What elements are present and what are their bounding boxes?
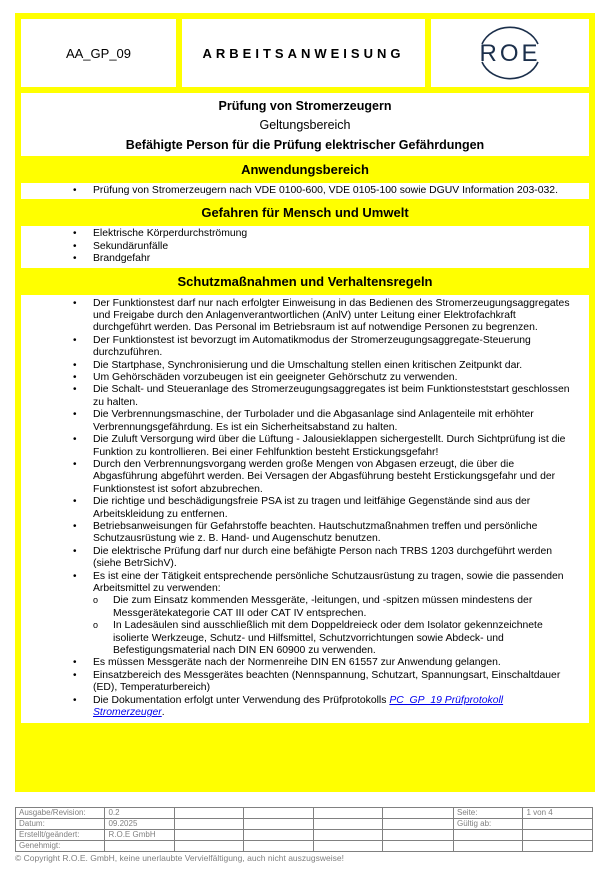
link-suffix: . bbox=[161, 707, 165, 719]
list-item: • Die Zuluft Versorgung wird über die Lüftung - Jalousieklappen sichergestellt. Durch Sichtprüfung ist die Funktion zu kontrollieren. Bei einer Fehlfunktion besteht Erstickungsgefahr! bbox=[93, 434, 575, 459]
svg-text:ROE: ROE bbox=[479, 40, 541, 67]
document-title: Prüfung von Stromerzeugern bbox=[218, 99, 392, 113]
row-right-value bbox=[523, 841, 593, 852]
row-right-value: 1 von 4 bbox=[523, 808, 593, 819]
row-value: 09.2025 bbox=[105, 819, 174, 830]
list-item: • Die Schalt- und Steueranlage des Stromerzeugungsaggregates ist beim Funktionsteststart geschlossen zu halten. bbox=[93, 384, 575, 409]
list-item-text: Es ist eine der Tätigkeit entsprechende persönliche Schutzausrüstung zu tragen, sowie die passenden Arbeitsmittel zu verwenden: bbox=[93, 570, 564, 594]
row-value: R.O.E GmbH bbox=[105, 830, 174, 841]
list-item: • Die Startphase, Synchronisierung und die Umschaltung stellen einen kritischen Zeitpunkt dar. bbox=[93, 360, 575, 372]
table-row bbox=[16, 830, 593, 841]
section-heading-schutzmassnahmen: Schutzmaßnahmen und Verhaltensregeln bbox=[177, 273, 433, 289]
sub-list bbox=[93, 595, 575, 657]
row-right-label bbox=[454, 841, 523, 852]
copyright-notice: © Copyright R.O.E. GmbH, keine unerlaubte Vervielfältigung, auch nicht auszugsweise! bbox=[15, 853, 344, 863]
list-item-documentation bbox=[93, 695, 575, 720]
list-item: • Einsatzbereich des Messgerätes beachten (Nennspannung, Schutzart, Spannungsart, Einschaltdauer (ED), Temperaturbereich) bbox=[93, 670, 575, 695]
row-right-label: Gültig ab: bbox=[454, 819, 523, 830]
row-right-label bbox=[454, 830, 523, 841]
list-item: • Die Verbrennungsmaschine, der Turbolader und die Abgasanlage sind Anlagenteile mit erhöhter Verbrennungsgefährdung. Es ist ein Sicherheitsabstand zu halten. bbox=[93, 409, 575, 434]
list-item: • Der Funktionstest ist bevorzugt im Automatikmodus der Stromerzeugungsaggregate-Steuerung durchzuführen. bbox=[93, 335, 575, 360]
table-row bbox=[16, 808, 593, 819]
roe-logo bbox=[431, 19, 589, 87]
list-item: • Um Gehörschäden vorzubeugen ist ein geeigneter Gehörschutz zu verwenden. bbox=[93, 372, 575, 384]
document-type: ARBEITSANWEISUNG bbox=[182, 19, 425, 87]
row-right-value bbox=[523, 830, 593, 841]
list-item: • Die elektrische Prüfung darf nur durch eine befähigte Person nach TRBS 1203 durchgeführt werden (siehe BetrSichV). bbox=[93, 546, 575, 571]
scope-value: Befähigte Person für die Prüfung elektrischer Gefährdungen bbox=[125, 138, 485, 152]
row-value: 0.2 bbox=[105, 808, 174, 819]
scope-label: Geltungsbereich bbox=[259, 118, 351, 132]
row-label: Ausgabe/Revision: bbox=[16, 808, 105, 819]
section-body-anwendungsbereich bbox=[21, 183, 589, 199]
list-item: • Durch den Verbrennungsvorgang werden große Mengen von Abgasen erzeugt, die über die Abgasführung abgeführt werden. Bei Versagen der Abgasführung besteht Erstickungsgefahr und der Funktionstest ist sofort abzubrechen. bbox=[93, 459, 575, 496]
sub-list-item: o In Ladesäulen sind ausschließlich mit dem Doppeldreieck oder dem Isolator gekennzeichnete isolierte Werkzeuge, Schutz- und Hilfsmittel, Schutzvorrichtungen sowie Abdeck- und Befestigungsmaterial nach DIN EN 60900 zu verwenden. bbox=[113, 620, 575, 657]
section-body-schutzmassnahmen bbox=[21, 295, 589, 724]
title-block bbox=[21, 93, 589, 156]
list-item: • Betriebsanweisungen für Gefahrstoffe beachten. Hautschutzmaßnahmen treffen und persönliche Schutzausrüstung wie z. B. Hand- und Augenschutz benutzen. bbox=[93, 521, 575, 546]
row-value bbox=[105, 841, 174, 852]
table-row bbox=[16, 841, 593, 852]
section-body-gefahren bbox=[21, 226, 589, 267]
list-item: • Der Funktionstest darf nur nach erfolgter Einweisung in das Bedienen des Stromerzeugungsaggregates und Freigabe durch den Anlagenverantwortlichen (AnlV) unter Leitung einer Elektrofachkraft durchgeführt werden. Das Personal im Betriebsraum ist auf notwendige Personen zu begrenzen. bbox=[93, 298, 575, 335]
document-frame bbox=[15, 13, 595, 792]
list-item: • Brandgefahr bbox=[93, 253, 575, 265]
roe-logo-icon bbox=[465, 22, 555, 84]
list-item: • Elektrische Körperdurchströmung bbox=[93, 228, 575, 240]
row-label: Datum: bbox=[16, 819, 105, 830]
list-item-text: Die Dokumentation erfolgt unter Verwendung des Prüfprotokolls bbox=[93, 694, 390, 706]
list-item-with-sublist bbox=[93, 571, 575, 658]
row-right-value bbox=[523, 819, 593, 830]
list-item: • Die richtige und beschädigungsfreie PSA ist zu tragen und leitfähige Gegenstände sind aus der Arbeitskleidung zu entfernen. bbox=[93, 496, 575, 521]
sub-list-item: o Die zum Einsatz kommenden Messgeräte, -leitungen, und -spitzen müssen mindestens der Messgerätekategorie CAT III oder CAT IV entsprechen. bbox=[113, 595, 575, 620]
list-item: • Es müssen Messgeräte nach der Normenreihe DIN EN 61557 zur Anwendung gelangen. bbox=[93, 657, 575, 669]
table-row bbox=[16, 819, 593, 830]
row-right-label: Seite: bbox=[454, 808, 523, 819]
revision-table bbox=[15, 807, 593, 852]
pruefprotokoll-link[interactable]: PC_GP_19 Prüfprotokoll Stromerzeuger bbox=[93, 694, 504, 719]
list-item: • Sekundärunfälle bbox=[93, 241, 575, 253]
document-header bbox=[21, 19, 589, 87]
section-heading-gefahren: Gefahren für Mensch und Umwelt bbox=[201, 205, 409, 221]
document-code: AA_GP_09 bbox=[21, 19, 176, 87]
section-heading-anwendungsbereich: Anwendungsbereich bbox=[241, 162, 369, 177]
list-item: • Prüfung von Stromerzeugern nach VDE 0100-600, VDE 0105-100 sowie DGUV Information 203-032. bbox=[93, 185, 575, 197]
row-label: Erstellt/geändert: bbox=[16, 830, 105, 841]
row-label: Genehmigt: bbox=[16, 841, 105, 852]
